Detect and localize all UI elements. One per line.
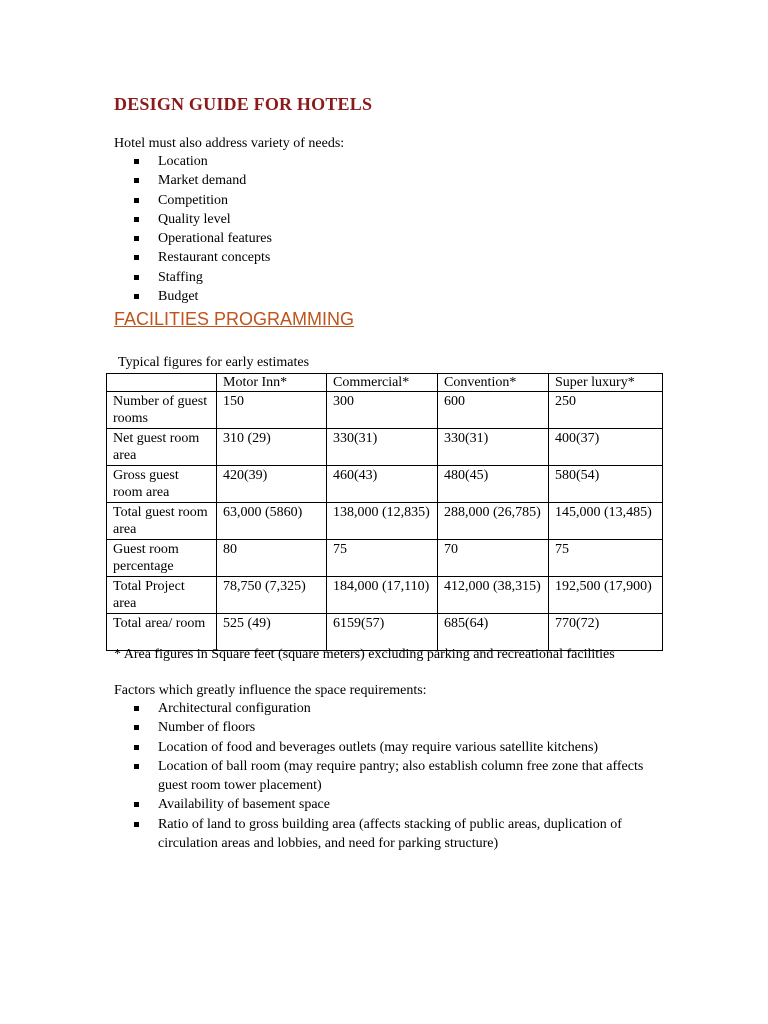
table-cell: 70 <box>438 540 549 577</box>
factors-heading: Factors which greatly influence the space requirements: <box>114 683 427 698</box>
table-cell: 184,000 (17,110) <box>327 577 438 614</box>
table-cell: 63,000 (5860) <box>217 503 327 540</box>
factors-list <box>114 699 654 853</box>
section-title: FACILITIES PROGRAMMING <box>114 309 355 329</box>
header-cell: Super luxury* <box>549 374 663 392</box>
list-item: Staffing <box>114 268 272 287</box>
table-header-row <box>107 374 663 392</box>
row-label: Total area/ room <box>107 614 217 651</box>
table-cell: 192,500 (17,900) <box>549 577 663 614</box>
intro-text: Hotel must also address variety of needs: <box>114 136 345 151</box>
row-label: Total guest room area <box>107 503 217 540</box>
row-label: Total Project area <box>107 577 217 614</box>
table-cell: 412,000 (38,315) <box>438 577 549 614</box>
document-title: DESIGN GUIDE FOR HOTELS <box>114 94 373 114</box>
table-cell: 685(64) <box>438 614 549 651</box>
table-cell: 138,000 (12,835) <box>327 503 438 540</box>
list-item: Competition <box>114 191 272 210</box>
estimates-table <box>106 373 663 651</box>
table-cell: 250 <box>549 392 663 429</box>
table-row <box>107 614 663 651</box>
list-item: Availability of basement space <box>114 795 654 814</box>
table-cell: 330(31) <box>327 429 438 466</box>
table-cell: 75 <box>549 540 663 577</box>
table-cell: 420(39) <box>217 466 327 503</box>
table-row <box>107 503 663 540</box>
row-label: Net guest room area <box>107 429 217 466</box>
list-item: Operational features <box>114 229 272 248</box>
table-cell: 400(37) <box>549 429 663 466</box>
table-cell: 330(31) <box>438 429 549 466</box>
table-cell: 6159(57) <box>327 614 438 651</box>
table-cell: 310 (29) <box>217 429 327 466</box>
table-row <box>107 577 663 614</box>
header-cell: Commercial* <box>327 374 438 392</box>
table-cell: 460(43) <box>327 466 438 503</box>
table-row <box>107 466 663 503</box>
list-item: Budget <box>114 287 272 306</box>
table-row <box>107 540 663 577</box>
header-cell: Convention* <box>438 374 549 392</box>
table-cell: 580(54) <box>549 466 663 503</box>
table-row <box>107 392 663 429</box>
table-cell: 75 <box>327 540 438 577</box>
needs-list <box>114 152 272 306</box>
table-row <box>107 429 663 466</box>
list-item: Ratio of land to gross building area (affects stacking of public areas, duplication of circulation areas and lobbies, and need for parking structure) <box>114 815 654 854</box>
table-cell: 480(45) <box>438 466 549 503</box>
list-item: Quality level <box>114 210 272 229</box>
list-item: Location of food and beverages outlets (may require various satellite kitchens) <box>114 738 654 757</box>
table-cell: 150 <box>217 392 327 429</box>
list-item: Number of floors <box>114 718 654 737</box>
table-cell: 288,000 (26,785) <box>438 503 549 540</box>
table-cell: 770(72) <box>549 614 663 651</box>
list-item: Location of ball room (may require pantry; also establish column free zone that affects guest room tower placement) <box>114 757 654 796</box>
table-cell: 145,000 (13,485) <box>549 503 663 540</box>
list-item: Market demand <box>114 171 272 190</box>
table-cell: 78,750 (7,325) <box>217 577 327 614</box>
header-cell: Motor Inn* <box>217 374 327 392</box>
table-cell: 300 <box>327 392 438 429</box>
table-cell: 525 (49) <box>217 614 327 651</box>
list-item: Location <box>114 152 272 171</box>
row-label: Guest room percentage <box>107 540 217 577</box>
table-cell: 80 <box>217 540 327 577</box>
row-label: Number of guest rooms <box>107 392 217 429</box>
table-caption: Typical figures for early estimates <box>118 355 310 370</box>
table-cell: 600 <box>438 392 549 429</box>
row-label: Gross guest room area <box>107 466 217 503</box>
list-item: Restaurant concepts <box>114 248 272 267</box>
list-item: Architectural configuration <box>114 699 654 718</box>
header-cell <box>107 374 217 392</box>
table-footnote: * Area figures in Square feet (square meters) excluding parking and recreational facilities <box>114 647 615 662</box>
